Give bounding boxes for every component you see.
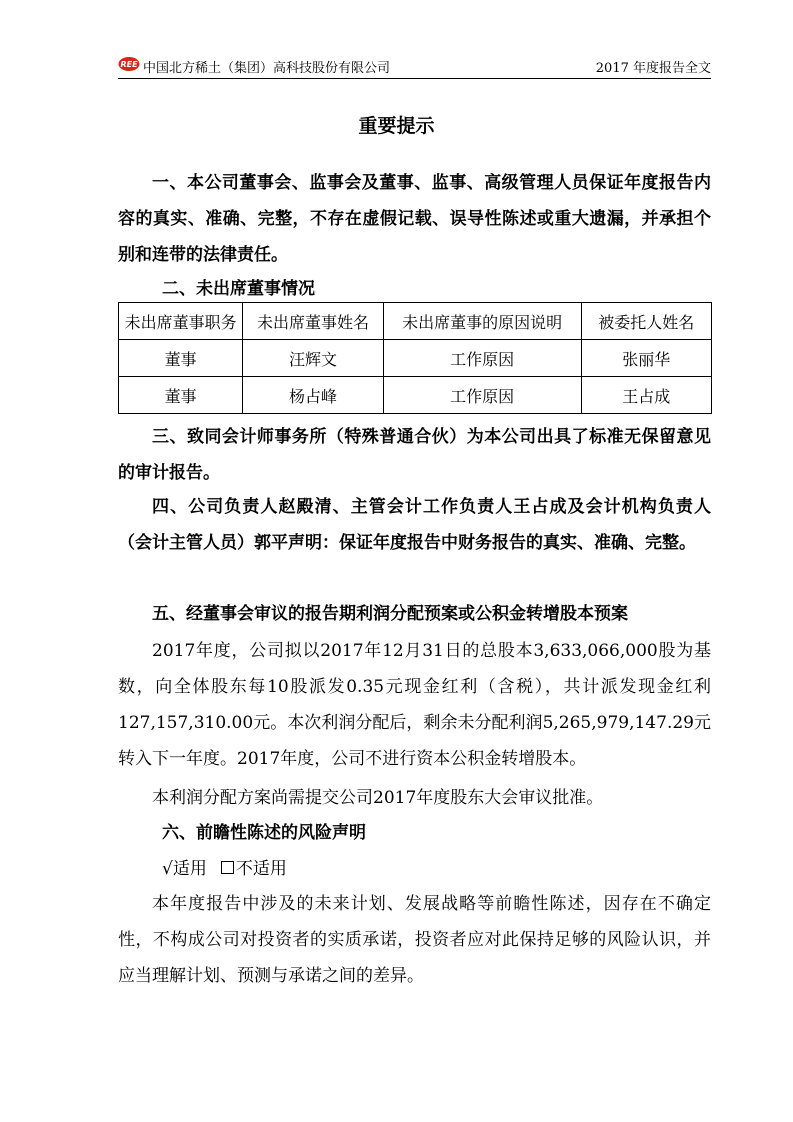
table-header-cell: 未出席董事的原因说明 bbox=[383, 303, 581, 340]
item-6-heading: 六、前瞻性陈述的风险声明 bbox=[162, 823, 366, 843]
table-header-cell: 未出席董事职务 bbox=[119, 303, 243, 340]
not-applicable-checkbox bbox=[221, 861, 234, 874]
applicability-checkboxes bbox=[162, 851, 287, 887]
table-cell: 杨占峰 bbox=[243, 377, 383, 414]
table-cell: 工作原因 bbox=[383, 340, 581, 377]
item-5-paragraph-1: 2017年度，公司拟以2017年12月31日的总股本3,633,066,000股为基数，向全体股东每10股派发0.35元现金红利（含税），共计派发现金红利127,157,310.00元。本次利润分配后，剩余未分配利润5,265,979,147.29元转入下一年度。2017年度，公司不进行资本公积金转增股本。 bbox=[118, 641, 711, 769]
table-cell: 汪辉文 bbox=[243, 340, 383, 377]
svg-text:REE: REE bbox=[120, 60, 138, 69]
header-divider bbox=[118, 78, 711, 79]
page-header bbox=[118, 54, 711, 78]
table-header-cell: 被委托人姓名 bbox=[581, 303, 711, 340]
item-5-paragraph-2: 本利润分配方案尚需提交公司2017年度股东大会审议批准。 bbox=[152, 788, 604, 808]
table-cell: 张丽华 bbox=[581, 340, 711, 377]
table-row bbox=[119, 377, 712, 414]
item-3-text: 三、致同会计师事务所（特殊普通合伙）为本公司出具了标准无保留意见的审计报告。 bbox=[118, 427, 711, 483]
header-company-name: 中国北方稀土（集团）高科技股份有限公司 bbox=[143, 61, 391, 76]
table-cell: 工作原因 bbox=[383, 377, 581, 414]
company-logo-icon bbox=[118, 56, 140, 72]
table-cell: 董事 bbox=[119, 377, 243, 414]
absent-directors-table bbox=[118, 302, 712, 414]
item-1-text: 一、本公司董事会、监事会及董事、监事、高级管理人员保证年度报告内容的真实、准确、完整，不存在虚假记载、误导性陈述或重大遗漏，并承担个别和连带的法律责任。 bbox=[118, 173, 711, 265]
item-5-heading: 五、经董事会审议的报告期利润分配预案或公积金转增股本预案 bbox=[152, 604, 628, 624]
not-applicable-option: 不适用 bbox=[235, 859, 287, 879]
table-cell: 董事 bbox=[119, 340, 243, 377]
table-row bbox=[119, 340, 712, 377]
applicable-option: √适用 bbox=[162, 859, 207, 879]
item-6-paragraph: 本年度报告中涉及的未来计划、发展战略等前瞻性陈述，因存在不确定性，不构成公司对投资者的实质承诺，投资者应对此保持足够的风险认识，并应当理解计划、预测与承诺之间的差异。 bbox=[118, 894, 711, 986]
table-header-row bbox=[119, 303, 712, 340]
item-2-heading: 二、未出席董事情况 bbox=[162, 279, 315, 299]
table-cell: 王占成 bbox=[581, 377, 711, 414]
table-header-cell: 未出席董事姓名 bbox=[243, 303, 383, 340]
item-4-text: 四、公司负责人赵殿清、主管会计工作负责人王占成及会计机构负责人（会计主管人员）郭平声明：保证年度报告中财务报告的真实、准确、完整。 bbox=[118, 497, 711, 553]
header-report-name: 2017 年度报告全文 bbox=[595, 61, 711, 76]
page-title: 重要提示 bbox=[358, 115, 435, 137]
